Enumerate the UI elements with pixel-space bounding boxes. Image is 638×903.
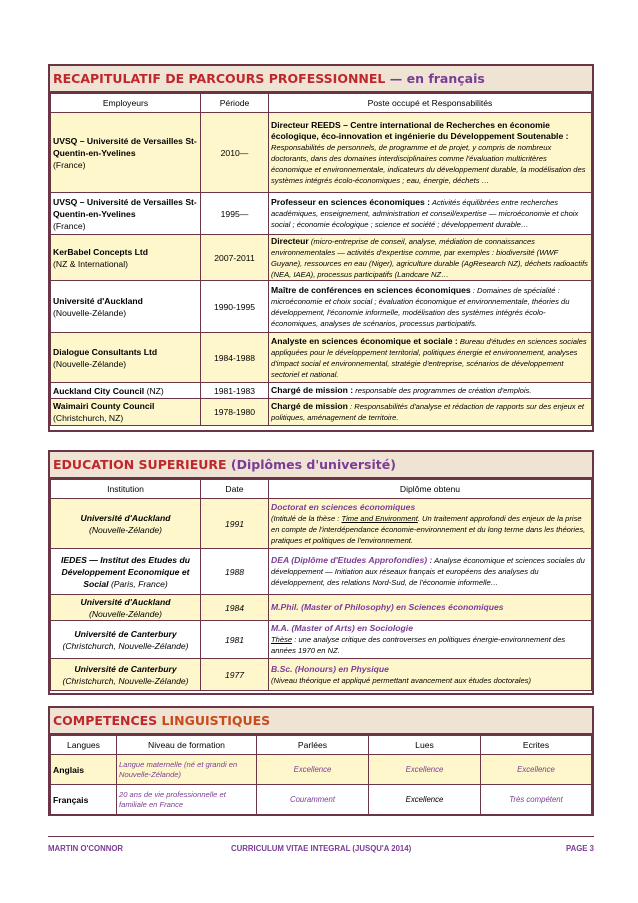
- institution-name: Université d'Auckland: [80, 512, 171, 523]
- employer-location: (Nouvelle-Zélande): [53, 358, 127, 369]
- language-spoken: Excellence: [257, 755, 369, 785]
- degree-description: (Niveau théorique et appliqué permettant avancement aux études doctorales): [271, 675, 532, 685]
- degree-description: Analyse économique et sciences sociales du développement — Initiation aux réseaux français et européens des analyses du développement, des relations Nord-Sud, de l'économie informelle…: [271, 556, 585, 587]
- degree-date: 1977: [201, 659, 269, 691]
- language-written: Très compétent: [481, 785, 592, 815]
- degree-title: M.A. (Master of Arts) en Sociologie: [271, 623, 413, 633]
- employer-location: (France): [53, 159, 86, 170]
- footer-document-title: CURRICULUM VITAE INTEGRAL (JUSQU'A 2014): [231, 844, 412, 853]
- col-header-degree: Diplôme obtenu: [269, 480, 592, 499]
- period: 1995—: [201, 193, 269, 235]
- education-table: [50, 479, 592, 691]
- col-header-training-level: Niveau de formation: [117, 736, 257, 755]
- period: 2007-2011: [201, 235, 269, 281]
- post-description: : Responsabilités d'analyse et rédaction de rapports sur des enjeux et politiques, aménagement de territoire.: [271, 402, 585, 422]
- language-level: Langue maternelle (né et grandi en Nouvelle-Zélande): [117, 755, 257, 785]
- degree-title: B.Sc. (Honours) en Physique: [271, 663, 389, 674]
- employer-location: (NZ & International): [53, 258, 128, 269]
- education-section-title: EDUCATION SUPERIEURE (Diplômes d'université): [50, 452, 592, 479]
- degree-date: 1988: [201, 549, 269, 595]
- footer-page-number: PAGE 3: [565, 844, 594, 853]
- employer-name: Université d'Auckland: [53, 295, 143, 306]
- table-row: [51, 235, 592, 281]
- institution-location: (Nouvelle-Zélande): [88, 524, 163, 535]
- col-header-period: Période: [201, 94, 269, 113]
- degree-description: (Intitulé de la thèse : Time and Environment. Un traitement approfondi des enjeux de la prise en compte de l'interdépendance économie-environnement et du long terme dans les théories, pratiques et politiques de l'environnement.: [271, 513, 586, 545]
- institution-name: Université d'Auckland: [80, 596, 171, 607]
- post-title: Professeur en sciences économiques :: [271, 197, 431, 207]
- post-description: Bureau d'études en sciences sociales appliquées pour le développement territorial, politiques énergie et environnement, analyses d'impact social et environnemental, stratégie d'entreprise, scénarios de développement sectoriel et national.: [271, 336, 587, 379]
- post-description: : Domaines de spécialité : microéconomie et choix social ; évaluation économique et environnementale, théories du développement, l'économie informelle, modélisation des systèmes intégrés écolo-économiques, analyses de scénarios, processus participatifs.: [271, 285, 570, 328]
- post-description: Activités équilibrées entre recherches académiques, enseignement, administration et conseil/expertise — microéconomie et choix social ; économie écologique ; science et société ; développement durable…: [271, 198, 579, 229]
- employer-name: KerBabel Concepts Ltd: [53, 246, 149, 257]
- institution-location: (Paris, France): [110, 578, 168, 589]
- period: 1984-1988: [201, 333, 269, 383]
- degree-description: Thèse : une analyse critique des controverses en politiques énergie-environnement des années 1970 en NZ.: [271, 635, 566, 655]
- degree-title: M.Phil. (Master of Philosophy) en Sciences économiques: [271, 602, 504, 612]
- table-row: [51, 621, 592, 659]
- post-title: Analyste en sciences économique et sociale :: [271, 335, 458, 346]
- degree-date: 1991: [201, 499, 269, 549]
- col-header-institution: Institution: [51, 480, 201, 499]
- employer-name: Dialogue Consultants Ltd: [53, 346, 158, 357]
- table-row: [51, 595, 592, 621]
- table-row: [51, 193, 592, 235]
- employer-name: Waimairi County Council: [53, 401, 155, 411]
- post-title: Chargé de mission: [271, 401, 348, 411]
- employer-location: (France): [53, 220, 86, 231]
- table-row: [51, 281, 592, 333]
- table-row: [51, 499, 592, 549]
- institution-location: (Nouvelle-Zélande): [88, 608, 163, 619]
- employer-location: (NZ): [146, 385, 164, 396]
- language-read: Excellence: [369, 755, 481, 785]
- degree-title: Doctorat en sciences économiques: [271, 501, 416, 512]
- languages-section: [48, 706, 594, 816]
- col-header-employer: Employeurs: [51, 94, 201, 113]
- language-name: Français: [51, 785, 117, 815]
- post-description: Responsabilités de personnels, de programme et de projet, y compris de nombreux doctorants, dans des domaines interdisciplinaires comme l'évaluation multicritères économique et environnementale, indicateurs du développement durable, la modélisation des systèmes intégrés écolo-économiques ; eau, énergie, déchets …: [271, 142, 586, 185]
- table-row: [51, 755, 592, 785]
- degree-title: DEA (Diplôme d'Etudes Approfondies) :: [271, 555, 433, 565]
- language-level: 20 ans de vie professionnelle et familiale en France: [117, 785, 257, 815]
- career-section-title: RECAPITULATIF DE PARCOURS PROFESSIONNEL — en français: [50, 66, 592, 93]
- page-footer: [48, 836, 594, 861]
- institution-name: IEDES — Institut des Etudes du Développement Economique et Social: [61, 554, 190, 589]
- employer-location: (Nouvelle-Zélande): [53, 307, 127, 318]
- languages-table: [50, 735, 592, 815]
- table-row: [51, 549, 592, 595]
- footer-author: MARTIN O'CONNOR: [48, 844, 124, 853]
- employer-name: UVSQ – Université de Versailles St-Quentin-en-Yvelines: [53, 135, 197, 158]
- language-written: Excellence: [481, 755, 592, 785]
- institution-name: Université de Canterbury: [74, 663, 177, 674]
- post-title: Directeur: [271, 235, 309, 246]
- period: 2010—: [201, 113, 269, 193]
- language-read: Excellence: [369, 785, 481, 815]
- col-header-date: Date: [201, 480, 269, 499]
- institution-location: (Christchurch, Nouvelle-Zélande): [62, 640, 189, 651]
- post-description: (micro-entreprise de conseil, analyse, médiation de connaissances environnementales — activités d'expertise comme, par exemples : biodiversité (WWF Guyane), ressources en eau (Niger), agriculture durable (AgResearch NZ), déchets radioactifs (NEA, IAEA), processus participatifs (Landcare NZ…: [271, 236, 588, 279]
- education-header-row: [51, 480, 592, 499]
- career-table: [50, 93, 592, 426]
- col-header-language: Langues: [51, 736, 117, 755]
- employer-location: (Christchurch, NZ): [53, 413, 124, 423]
- language-name: Anglais: [51, 755, 117, 785]
- career-section: [48, 64, 594, 432]
- col-header-read: Lues: [369, 736, 481, 755]
- period: 1990-1995: [201, 281, 269, 333]
- period: 1978-1980: [201, 399, 269, 426]
- table-row: [51, 785, 592, 815]
- languages-section-title: COMPETENCES LINGUISTIQUES: [50, 708, 592, 735]
- employer-name: UVSQ – Université de Versailles St-Quentin-en-Yvelines: [53, 196, 197, 219]
- table-row: [51, 333, 592, 383]
- languages-header-row: [51, 736, 592, 755]
- post-title: Chargé de mission :: [271, 385, 354, 395]
- degree-date: 1984: [201, 595, 269, 621]
- employer-name: Auckland City Council: [53, 385, 145, 396]
- institution-name: Université de Canterbury: [74, 628, 177, 639]
- institution-location: (Christchurch, Nouvelle-Zélande): [62, 675, 189, 686]
- period: 1981-1983: [201, 383, 269, 399]
- col-header-post: Poste occupé et Responsabilités: [269, 94, 592, 113]
- post-title: Maître de conférences en sciences économiques: [271, 284, 471, 295]
- language-spoken: Couramment: [257, 785, 369, 815]
- degree-date: 1981: [201, 621, 269, 659]
- table-row: [51, 113, 592, 193]
- table-row: [51, 399, 592, 426]
- table-row: [51, 659, 592, 691]
- post-title: Directeur REEDS – Centre international de Recherches en économie écologique, éco-innovation et ingénierie du Développement Soutenable :: [271, 119, 569, 141]
- education-section: [48, 450, 594, 695]
- post-description: responsable des programmes de création d'emplois.: [353, 386, 532, 395]
- table-row: [51, 383, 592, 399]
- col-header-written: Ecrites: [481, 736, 592, 755]
- col-header-spoken: Parlées: [257, 736, 369, 755]
- career-header-row: [51, 94, 592, 113]
